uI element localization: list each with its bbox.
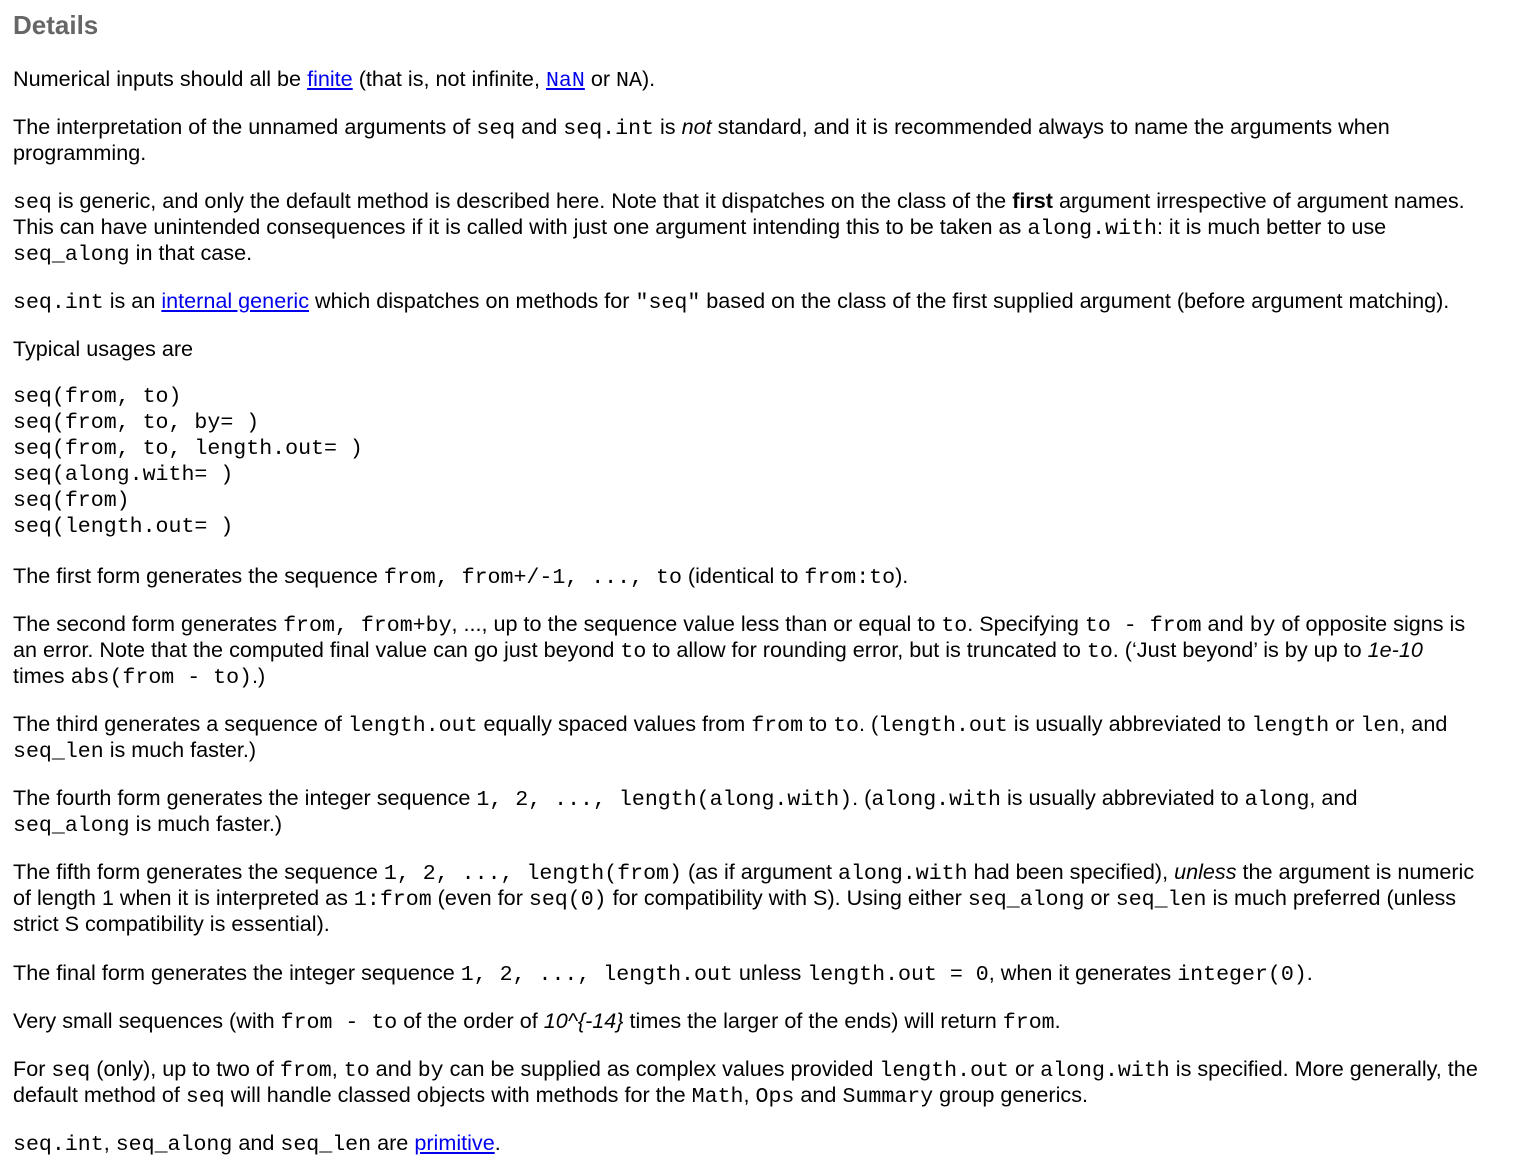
text-run: of length 1 when it is interpreted as (13, 885, 354, 911)
emphasis-text: 10^{-14} (543, 1007, 624, 1033)
paragraph-line (13, 711, 1520, 737)
paragraph-line (13, 637, 1520, 663)
text-run: This can have unintended consequences if it is called with just one argument intending this to be taken as (13, 213, 1028, 239)
inline-code: seq_len (13, 740, 104, 764)
paragraph-line (13, 911, 1520, 937)
text-run: standard, and it is recommended always to name the arguments when (711, 113, 1390, 139)
paragraph-line (13, 1082, 1520, 1108)
text-run: and (369, 1055, 418, 1081)
paragraph-line (13, 240, 1520, 266)
details-paragraph-14 (13, 1056, 1520, 1108)
text-run: strict S compatibility is essential). (13, 911, 330, 937)
text-run: and (794, 1081, 843, 1107)
text-run: or (1329, 711, 1361, 736)
paragraph-line (13, 336, 1520, 362)
details-paragraph-5 (13, 336, 1520, 362)
inline-code: 1, 2, ..., length(from) (383, 862, 682, 887)
text-run: , (103, 1130, 116, 1156)
text-run: which dispatches on methods for (309, 288, 636, 314)
text-run: . Specifying (967, 610, 1085, 636)
text-run: times the larger of the ends) will return (623, 1007, 1003, 1033)
text-run: will handle classed objects with methods for the (224, 1081, 692, 1107)
text-run: based on the class of the first supplied argument (before argument matching). (700, 288, 1450, 314)
details-paragraph-9 (13, 711, 1520, 763)
details-paragraph-8 (13, 611, 1520, 689)
text-run: , and (1399, 711, 1448, 736)
text-run: For (13, 1055, 52, 1081)
paragraph-line (13, 785, 1520, 811)
inline-code: len (1360, 714, 1400, 738)
text-run: ). (895, 562, 909, 588)
text-run: . ( (858, 711, 879, 736)
inline-code: along.with (838, 862, 968, 887)
inline-code: seq_along (967, 888, 1085, 913)
inline-code: seq_along (13, 814, 130, 839)
inline-code: seq (476, 116, 516, 141)
text-run: and (1201, 610, 1250, 636)
inline-code: along.with (1027, 216, 1157, 241)
text-run: an error. Note that the computed final value can go just beyond (13, 636, 621, 662)
text-run: . ( (852, 785, 872, 811)
text-run: The final form generates the integer sequence (13, 959, 461, 985)
usage-code-block (13, 384, 1520, 540)
details-paragraph-13 (13, 1008, 1520, 1034)
text-run: ). (641, 65, 656, 91)
emphasis-text: 1e-10 (1367, 636, 1423, 662)
text-run: to (803, 711, 834, 736)
paragraph-line (13, 140, 1520, 166)
paragraph-line (13, 1056, 1520, 1082)
inline-code: from, from+by (283, 613, 452, 638)
inline-code: from - to (280, 1010, 398, 1035)
inline-code: length.out (879, 1058, 1009, 1083)
text-run: is usually abbreviated to (1007, 711, 1252, 736)
inline-code: length.out (878, 714, 1008, 738)
inline-code: seq (51, 1058, 91, 1083)
inline-code: length.out (347, 714, 478, 738)
text-run: . (‘Just beyond’ is by up to (1112, 636, 1368, 662)
paragraph-line (13, 188, 1520, 214)
text-run: is specified. More generally, the (1169, 1055, 1478, 1081)
inline-code: Summary (842, 1084, 934, 1109)
usage-line: seq(from, to, by= ) (13, 411, 260, 436)
text-run: group generics. (933, 1081, 1089, 1107)
inline-code: to (1086, 639, 1113, 664)
text-run: unless (732, 959, 808, 985)
text-run: is much faster.) (129, 811, 283, 837)
text-run: argument irrespective of argument names. (1052, 187, 1465, 213)
text-run: The interpretation of the unnamed arguments of (13, 113, 477, 139)
paragraph-line (13, 960, 1520, 986)
paragraph-line (13, 663, 1520, 689)
inline-code: along.with (1040, 1058, 1170, 1083)
text-run: had been specified), (967, 859, 1175, 885)
inline-code: by (1249, 613, 1276, 638)
details-paragraph-15 (13, 1130, 1520, 1156)
link-nan[interactable]: NaN (545, 68, 585, 93)
text-run: . (1306, 959, 1313, 985)
text-run: is an (103, 288, 162, 314)
text-run: (identical to (681, 562, 805, 588)
details-paragraph-4 (13, 288, 1520, 314)
paragraph-line (13, 611, 1520, 637)
inline-code: from (751, 714, 804, 738)
inline-code: seq (185, 1084, 225, 1109)
inline-code: from, from+/-1, ..., to (383, 565, 682, 590)
text-run: . (494, 1130, 501, 1156)
inline-code: seq (13, 190, 52, 215)
text-run: times (13, 662, 71, 688)
link-primitive[interactable]: primitive (414, 1130, 495, 1156)
paragraph-line (13, 859, 1520, 885)
text-run: is generic, and only the default method is described here. Note that it dispatches on the class of the (51, 187, 1013, 213)
usage-line: seq(from) (13, 489, 130, 514)
text-run: is much preferred (unless (1206, 885, 1457, 911)
paragraph-line (13, 1130, 1520, 1156)
text-run: : it is much better to use (1156, 213, 1387, 239)
details-body (13, 66, 1520, 1157)
inline-code: to (343, 1058, 370, 1083)
text-run: and (515, 113, 564, 139)
usage-line: seq(along.with= ) (13, 463, 234, 488)
inline-code: seq_len (1115, 888, 1207, 913)
text-run: , ..., up to the sequence value less than or equal to (451, 610, 942, 636)
text-run: in that case. (129, 239, 253, 265)
text-run: equally spaced values from (477, 711, 752, 736)
inline-code: length.out = 0 (807, 962, 989, 987)
text-run: Numerical inputs should all be (13, 65, 308, 91)
text-run: to allow for rounding error, but is truncated to (646, 636, 1087, 662)
text-run: for compatibility with S). Using either (606, 885, 968, 911)
inline-code: Math (691, 1084, 744, 1109)
text-run: default method of (13, 1081, 186, 1107)
inline-code: seq(0) (528, 888, 607, 913)
text-run: The second form generates (13, 610, 284, 636)
paragraph-line (13, 885, 1520, 911)
text-run: , (331, 1055, 344, 1081)
text-run: programming. (13, 139, 147, 165)
text-run: , (743, 1081, 756, 1107)
inline-code: integer(0) (1177, 962, 1307, 987)
inline-code: from:to (804, 565, 896, 590)
inline-code: NA (616, 68, 642, 93)
inline-code: "seq" (635, 291, 701, 316)
paragraph-line (13, 811, 1520, 837)
inline-code: length (1251, 714, 1330, 738)
inline-code: seq.int (563, 116, 654, 141)
details-paragraph-11 (13, 859, 1520, 937)
details-paragraph-3 (13, 188, 1520, 266)
text-run: .) (252, 662, 266, 688)
inline-code: 1, 2, ..., length(along.with) (476, 788, 853, 813)
details-paragraph-10 (13, 785, 1520, 837)
text-run: Very small sequences (with (13, 1007, 281, 1033)
usage-line: seq(from, to, length.out= ) (13, 437, 363, 462)
inline-code: 1, 2, ..., length.out (460, 962, 733, 987)
text-run: The fifth form generates the sequence (13, 859, 384, 885)
text-run: or (584, 65, 617, 91)
usage-line: seq(length.out= ) (13, 515, 234, 540)
text-run: , when it generates (988, 959, 1178, 985)
paragraph-line (13, 114, 1520, 140)
emphasis-text: not (681, 113, 712, 139)
inline-code: to (941, 613, 968, 638)
inline-code: seq.int (13, 291, 104, 316)
inline-code: from (279, 1058, 332, 1083)
inline-code: to - from (1084, 613, 1202, 638)
paragraph-line (13, 288, 1520, 314)
text-run: and (232, 1130, 281, 1156)
details-paragraph-2 (13, 114, 1520, 166)
text-run: (that is, not infinite, (352, 65, 546, 91)
inline-code: seq_along (115, 1133, 233, 1158)
details-paragraph-1 (13, 66, 1520, 92)
text-run: or (1084, 885, 1116, 911)
inline-code: from (1002, 1010, 1055, 1035)
details-paragraph-12 (13, 960, 1520, 986)
text-run: The first form generates the sequence (13, 562, 384, 588)
paragraph-line (13, 214, 1520, 240)
inline-code: Ops (755, 1084, 795, 1109)
text-run: can be supplied as complex values provided (443, 1055, 880, 1081)
text-run: or (1008, 1055, 1041, 1081)
text-run: is (654, 113, 682, 139)
text-run: are (371, 1130, 415, 1156)
inline-code: along (1244, 788, 1310, 813)
inline-code: by (417, 1058, 444, 1083)
inline-code: to (833, 714, 859, 738)
text-run: of the order of (397, 1007, 544, 1033)
inline-code: to (620, 639, 647, 664)
text-run: of opposite signs is (1275, 610, 1466, 636)
text-run: Typical usages are (13, 336, 194, 362)
link-internal-generic[interactable]: internal generic (161, 288, 309, 314)
text-run: (even for (431, 885, 529, 911)
inline-code: 1:from (353, 888, 432, 913)
details-paragraph-7 (13, 563, 1520, 589)
inline-code: along.with (871, 788, 1001, 813)
emphasis-text: unless (1174, 859, 1237, 885)
usage-line: seq(from, to) (13, 385, 182, 410)
paragraph-line (13, 737, 1520, 763)
paragraph-line (13, 1008, 1520, 1034)
text-run: (as if argument (681, 859, 838, 885)
text-run: (only), up to two of (90, 1055, 280, 1081)
paragraph-line (13, 66, 1520, 92)
link-finite[interactable]: finite (307, 65, 353, 91)
bold-text: first (1012, 187, 1053, 213)
section-heading: Details (13, 10, 99, 40)
text-run: the argument is numeric (1236, 859, 1475, 885)
text-run: The fourth form generates the integer sequence (13, 785, 477, 811)
text-run: , and (1309, 785, 1358, 811)
inline-code: seq_len (280, 1133, 372, 1158)
inline-code: seq_along (13, 242, 130, 267)
text-run: . (1054, 1007, 1061, 1033)
paragraph-line (13, 563, 1520, 589)
text-run: The third generates a sequence of (13, 711, 348, 736)
inline-code: abs(from - to) (70, 665, 253, 690)
text-run: is usually abbreviated to (1000, 785, 1245, 811)
text-run: is much faster.) (103, 737, 257, 762)
inline-code: seq.int (13, 1133, 104, 1158)
